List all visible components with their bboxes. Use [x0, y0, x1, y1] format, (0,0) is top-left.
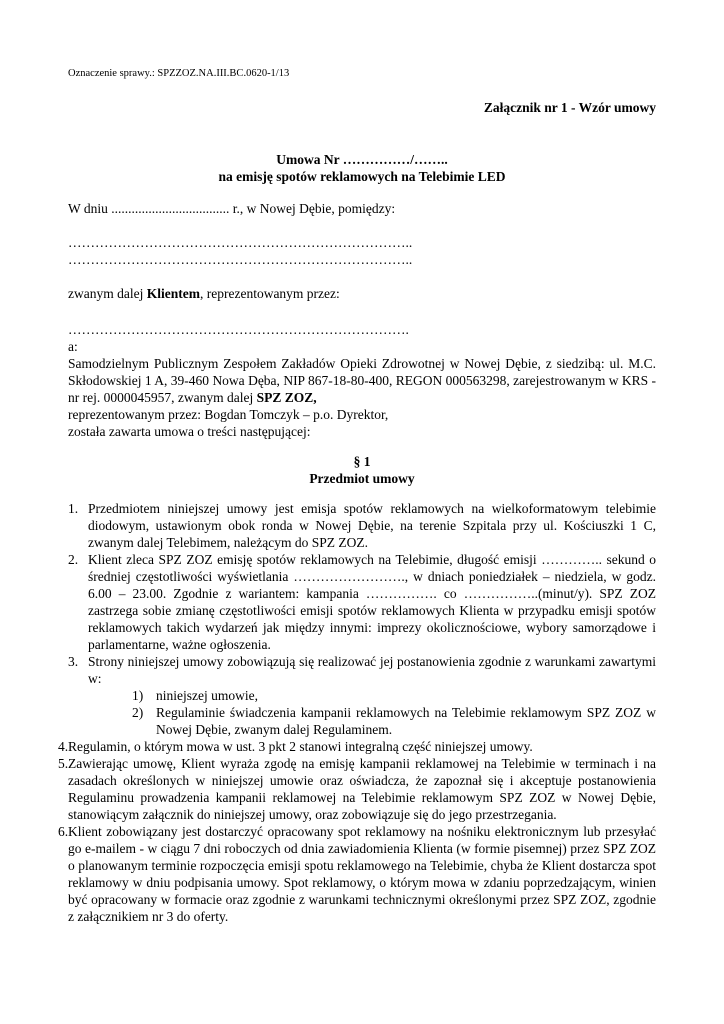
subclause-text: niniejszej umowie, — [156, 688, 258, 703]
clause-number: 4. — [58, 739, 69, 754]
clause-number: 5. — [58, 756, 69, 771]
contract-subtitle: na emisję spotów reklamowych na Telebimie LED — [218, 169, 506, 184]
date-line: W dniu ................................... r., w Nowej Dębie, pomiędzy: — [68, 201, 396, 216]
client-term: Klientem — [146, 286, 200, 301]
section-symbol: § 1 — [353, 454, 371, 469]
subclause-number: 2) — [132, 705, 144, 720]
subclause-number: 1) — [132, 688, 144, 703]
client-line — [68, 285, 656, 302]
client-post: , reprezentowanym przez: — [199, 286, 340, 301]
concluded-line: została zawarta umowa o treści następującej: — [68, 424, 311, 439]
clause-text: Strony niniejszej umowy zobowiązują się realizować jej postanowienia zgodnie z warunkami zawartymi w: — [88, 654, 656, 686]
client-definition — [68, 285, 656, 302]
client-pre: zwanym dalej — [68, 286, 147, 301]
list-item — [68, 687, 656, 704]
party2-text — [68, 355, 656, 406]
clause-text: Zawierając umowę, Klient wyraża zgodę na emisję kampanii reklamowej na Telebimie w terminach i na zasadach określonych w niniejszej umowie oraz oświadcza, że zapoznał się i akceptuje postanowienia Regulaminu prowadzenia kampanii reklamowej na Telebimie reklamowym SPZ ZOZ w Nowej Dębie, stanowiącym załącznik do niniejszej umowy, oraz zobowiązuje się do jego przestrzegania. — [68, 756, 656, 822]
list-item — [68, 551, 656, 653]
clause-number: 2. — [68, 552, 79, 567]
attachment-label: Załącznik nr 1 - Wzór umowy — [483, 100, 656, 115]
clause-text: Klient zobowiązany jest dostarczyć opracowany spot reklamowy na nośniku elektronicznym lub przesyłać go e-mailem - w ciągu 7 dni roboczych od dnia zawiadomienia Klienta (w formie pisemnej) przez SPZ ZOZ o planowanym terminie rozpoczęcia emisji spotu reklamowego na Telebimie, chyba że Klient dostarcza spot reklamowy w dniu podpisania umowy. Spot reklamowy, o którym mowa w zdaniu poprzedzającym, winien być opracowany w formacie oraz zgodnie z warunkami technicznymi określonymi przez SPZ ZOZ, zgodnie z załącznikiem nr 3 do oferty. — [68, 824, 656, 924]
clause-text: Klient zleca SPZ ZOZ emisję spotów reklamowych na Telebimie, długość emisji ………….. sekund o średniej częstotliwości wyświetlania ……………………., w dniach poniedziałek – niedziela, w godz. 6.00 – 23.00. Zgodnie z wariantem: kampania ……………. co ……………..(minut/y). SPZ ZOZ zastrzega sobie zmianę częstotliwości emisji spotów reklamowych Klienta w przypadku emisji spotów reklamowych takich wydarzeń jak między innymi: imprezy okolicznościowe, wybory samorządowe i parlamentarne, ważne ogłoszenia. — [88, 552, 656, 652]
clause-number: 6. — [58, 824, 69, 839]
clause-number: 1. — [68, 501, 79, 516]
contract-title: Umowa Nr ……………/…….. — [276, 152, 448, 167]
party1-dots-line-1: ………………………………………………………………….. — [68, 235, 413, 250]
and-label: a: — [68, 339, 78, 354]
list-item — [68, 704, 656, 738]
section-title: Przedmiot umowy — [309, 471, 415, 486]
clause-number: 3. — [68, 654, 79, 669]
subclause-text: Regulaminie świadczenia kampanii reklamowych na Telebimie reklamowym SPZ ZOZ w Nowej Dębie, zwanym dalej Regulaminem. — [156, 705, 656, 737]
case-reference: Oznaczenie sprawy.: SPZZOZ.NA.III.BC.0620-1/13 — [68, 68, 290, 79]
list-item — [58, 738, 656, 755]
list-item — [68, 653, 656, 687]
clause-text: Regulamin, o którym mowa w ust. 3 pkt 2 stanowi integralną część niniejszej umowy. — [68, 739, 533, 754]
list-item — [58, 823, 656, 925]
representative-dots: …………………………………………………………………. — [68, 322, 409, 337]
party2-block — [68, 321, 656, 440]
party1-dots-line-2: ………………………………………………………………….. — [68, 252, 413, 267]
party2-term: SPZ ZOZ, — [256, 390, 317, 405]
party2-representative: reprezentowanym przez: Bogdan Tomczyk – p.o. Dyrektor, — [68, 407, 389, 422]
section-heading — [68, 453, 656, 487]
list-item — [68, 500, 656, 551]
clause-text: Przedmiotem niniejszej umowy jest emisja spotów reklamowych na wielkoformatowym telebimie diodowym, ustawionym obok ronda w Nowej Dębie, na terenie Szpitala przy ul. Kościuszki 1 C, zwanym dalej Telebimem, należącym do SPZ ZOZ. — [88, 501, 656, 550]
clauses-list — [58, 500, 656, 925]
list-item — [58, 755, 656, 823]
intro-block — [68, 200, 656, 217]
party1-blank-block — [68, 234, 656, 268]
party2-description: Samodzielnym Publicznym Zespołem Zakładów Opieki Zdrowotnej w Nowej Dębie, z siedzibą: ul. M.C. Skłodowskiej 1 A, 39-460 Nowa Dęba, NIP 867-18-80-400, REGON 000563298, zarejestrowanym w KRS - nr rej. 0000045957, zwanym dalej — [68, 356, 656, 405]
